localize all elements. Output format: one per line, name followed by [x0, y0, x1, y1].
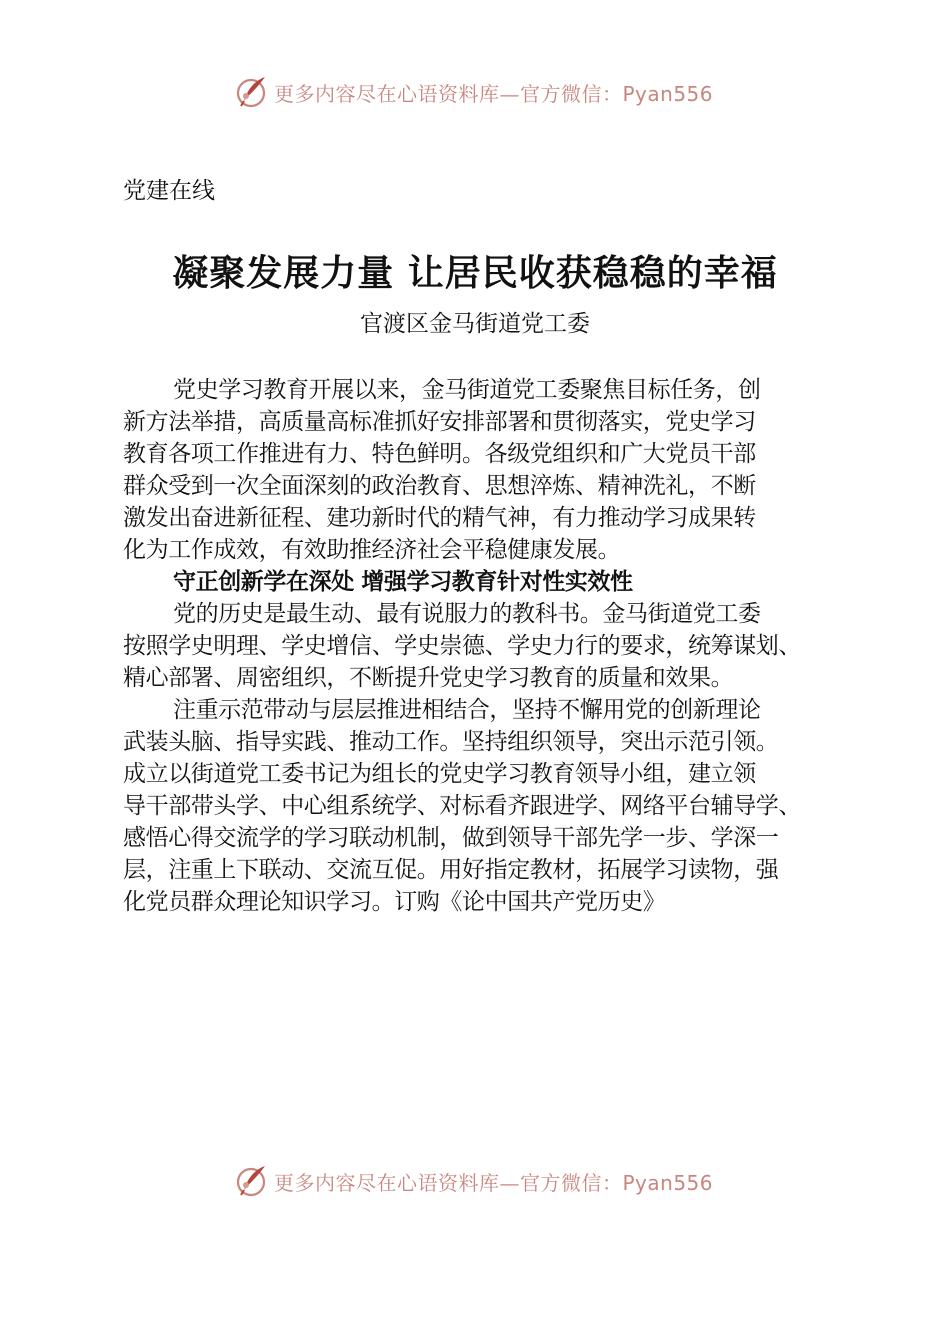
body-line: 按照学史明理、学史增信、学史崇德、学史力行的要求，统筹谋划、	[123, 633, 802, 659]
article-title: 凝聚发展力量 让居民收获稳稳的幸福	[172, 252, 778, 294]
body-line: 注重示范带动与层层推进相结合，坚持不懈用党的创新理论	[173, 697, 761, 723]
quill-pen-logo-icon	[234, 74, 270, 110]
body-line: 新方法举措，高质量高标准抓好安排部署和贯彻落实，党史学习	[123, 409, 756, 435]
quill-pen-logo-icon	[234, 1163, 270, 1199]
body-line: 教育各项工作推进有力、特色鲜明。各级党组织和广大党员干部	[123, 441, 756, 467]
section-label: 党建在线	[123, 178, 215, 204]
footer-watermark-banner	[234, 1163, 713, 1199]
header-watermark-banner	[234, 74, 713, 110]
body-line: 精心部署、周密组织，不断提升党史学习教育的质量和效果。	[123, 665, 734, 691]
body-line: 化党员群众理论知识学习。订购《论中国共产党历史》	[123, 889, 666, 915]
body-line: 激发出奋进新征程、建功新时代的精气神，有力推动学习成果转	[123, 505, 756, 531]
body-line: 党的历史是最生动、最有说服力的教科书。金马街道党工委	[173, 601, 761, 627]
article-body	[123, 374, 863, 918]
body-line: 成立以街道党工委书记为组长的党史学习教育领导小组，建立领	[123, 761, 756, 787]
banner-wechat-id: Pyan556	[622, 81, 714, 106]
body-line: 党史学习教育开展以来，金马街道党工委聚焦目标任务，创	[173, 377, 761, 403]
section-heading: 守正创新学在深处 增强学习教育针对性实效性	[173, 569, 633, 595]
body-line: 层，注重上下联动、交流互促。用好指定教材，拓展学习读物，强	[123, 857, 779, 883]
banner-text: 更多内容尽在心语资料库—官方微信：	[274, 81, 623, 106]
body-line: 武装头脑、指导实践、推动工作。坚持组织领导，突出示范引领。	[123, 729, 779, 755]
body-line: 化为工作成效，有效助推经济社会平稳健康发展。	[123, 537, 621, 563]
banner-text: 更多内容尽在心语资料库—官方微信：	[274, 1170, 623, 1195]
body-line: 导干部带头学、中心组系统学、对标看齐跟进学、网络平台辅导学、	[123, 793, 802, 819]
banner-wechat-id: Pyan556	[622, 1170, 714, 1195]
body-line: 感悟心得交流学的学习联动机制，做到领导干部先学一步、学深一	[123, 825, 779, 851]
body-line: 群众受到一次全面深刻的政治教育、思想淬炼、精神洗礼，不断	[123, 473, 756, 499]
article-author: 官渡区金马街道党工委	[360, 311, 590, 337]
